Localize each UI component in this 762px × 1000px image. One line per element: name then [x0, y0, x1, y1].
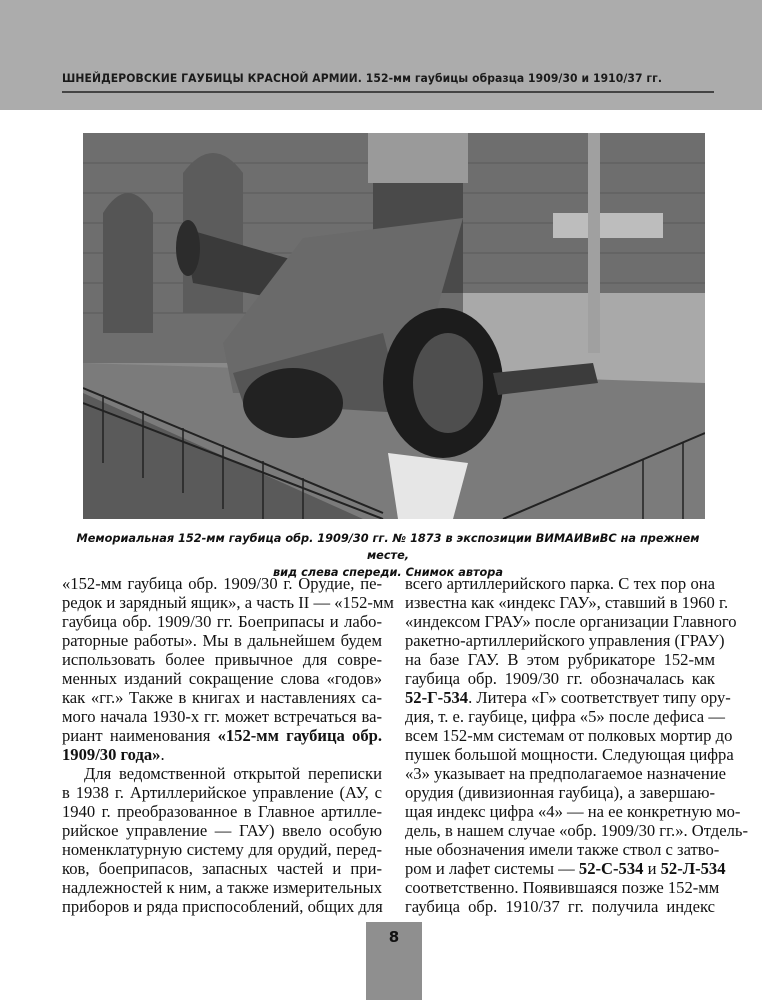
caption-line-2: вид слева спереди. Снимок автора — [272, 566, 504, 579]
text-run: дия, т. е. гаубице, цифра «5» после дефиса — — [405, 707, 725, 726]
text-run: ракетно-артиллерийского управления (ГРАУ) — [405, 631, 725, 650]
bold-text: 52-С-534 — [578, 859, 644, 878]
text-run: риант наименования — [62, 726, 218, 745]
text-line — [405, 593, 729, 612]
bold-text: 52-Г-534 — [405, 688, 469, 707]
right-text-column — [405, 574, 748, 916]
text-line — [405, 764, 726, 783]
text-line — [405, 802, 741, 821]
text-line — [62, 859, 382, 878]
text-run: всего артиллерийского парка. С тех пор она — [405, 574, 715, 593]
text-run: щая индекс цифра «4» — на ее конкретную мо- — [405, 802, 741, 821]
text-run: . — [160, 745, 165, 764]
left-text-column — [62, 574, 394, 916]
text-run: «индексом ГРАУ» после организации Главного — [405, 612, 737, 631]
text-run: орудия (дивизионная гаубица), а завершаю- — [405, 783, 715, 802]
text-line — [62, 688, 382, 707]
text-run: ков, боеприпасов, запасных частей и при- — [62, 859, 382, 878]
bold-text: «152-мм гаубица обр. — [217, 726, 383, 745]
text-run: пушек большой мощности. Следующая цифра — [405, 745, 734, 764]
text-line — [62, 726, 382, 745]
text-line — [405, 612, 737, 631]
text-line — [62, 669, 382, 688]
text-run: соответственно. Появившаяся позже 152-мм — [405, 878, 720, 897]
text-line — [405, 745, 734, 764]
text-line — [405, 726, 733, 745]
text-line — [62, 802, 382, 821]
text-run: приборов и ряда приспособлений, общих для — [62, 897, 383, 916]
text-run: мого начала 1930-х гг. может встречаться ва- — [62, 707, 382, 726]
text-line — [62, 612, 382, 631]
text-line — [405, 707, 725, 726]
text-line — [405, 840, 720, 859]
text-run: гаубица обр. 1909/30 гг. Боеприпасы и лабо- — [62, 612, 382, 631]
text-run: ные обозначения имели также ствол с затво- — [405, 840, 720, 859]
text-line — [405, 669, 715, 688]
text-line — [62, 574, 382, 593]
header-rule — [62, 91, 714, 93]
text-run: «152-мм гаубица обр. 1909/30 г. Орудие, пе- — [62, 574, 382, 593]
running-title: ШНЕЙДЕРОВСКИЕ ГАУБИЦЫ КРАСНОЙ АРМИИ. 152-мм гаубицы образца 1909/30 и 1910/37 гг. — [62, 71, 663, 85]
text-run: Для ведомственной открытой переписки — [84, 764, 382, 783]
caption-line-1: Мемориальная 152-мм гаубица обр. 1909/30 гг. № 1873 в экспозиции ВИМАИВиВС на прежнем месте, — [76, 532, 700, 562]
bold-text: 52-Л-534 — [660, 859, 726, 878]
text-run: в 1938 г. Артиллерийское управление (АУ, с — [62, 783, 382, 802]
running-header — [0, 0, 762, 110]
text-line — [405, 631, 725, 650]
text-run: рийское управление — ГАУ) ввело особую — [62, 821, 382, 840]
page-number: 8 — [388, 928, 400, 946]
text-line — [62, 821, 382, 840]
text-run: известна как «индекс ГАУ», ставший в 1960 г. — [405, 593, 729, 612]
text-run: менных изданий сокращение слова «годов» — [62, 669, 382, 688]
text-line — [405, 783, 715, 802]
text-line — [405, 574, 715, 593]
text-run: гаубица обр. 1909/30 гг. обозначалась как — [405, 669, 715, 688]
text-run: дель, в нашем случае «обр. 1909/30 гг.». Отдель- — [405, 821, 748, 840]
text-run: надлежностей к ним, а также измерительных — [62, 878, 382, 897]
text-line — [62, 745, 382, 764]
text-run: на базе ГАУ. В этом рубрикаторе 152-мм — [405, 650, 715, 669]
text-line — [62, 764, 382, 783]
text-line — [62, 707, 382, 726]
text-run: раторные работы». Мы в дальнейшем будем — [62, 631, 382, 650]
text-line — [405, 878, 720, 897]
text-line — [62, 631, 382, 650]
text-line — [62, 593, 394, 612]
text-line — [62, 840, 382, 859]
text-line — [62, 650, 382, 669]
text-line — [62, 878, 382, 897]
bold-text: 1909/30 года» — [62, 745, 161, 764]
text-run: номенклатурную систему для орудий, перед- — [62, 840, 382, 859]
text-line — [405, 688, 731, 707]
text-run: 1940 г. преобразованное в Главное артилле- — [62, 802, 382, 821]
page-number-tab — [366, 922, 422, 1000]
text-line — [405, 897, 715, 916]
text-run: использовать более привычное для совре- — [62, 650, 382, 669]
text-line — [62, 897, 382, 916]
text-run: гаубица обр. 1910/37 гг. получила индекс — [405, 897, 715, 916]
text-run: . Литера «Г» соответствует типу ору- — [468, 688, 731, 707]
text-run: ром и лафет системы — — [405, 859, 579, 878]
text-line — [405, 821, 748, 840]
text-run: и — [643, 859, 661, 878]
text-line — [62, 783, 382, 802]
text-run: редок и зарядный ящик», а часть II — «152-мм — [62, 593, 394, 612]
text-line — [405, 859, 726, 878]
text-run: всем 152-мм системам от полковых мортир до — [405, 726, 733, 745]
text-run: «3» указывает на предполагаемое назначение — [405, 764, 726, 783]
text-line — [405, 650, 715, 669]
howitzer-photo — [83, 133, 705, 519]
text-run: как «гг.» Также в книгах и наставлениях са- — [62, 688, 382, 707]
